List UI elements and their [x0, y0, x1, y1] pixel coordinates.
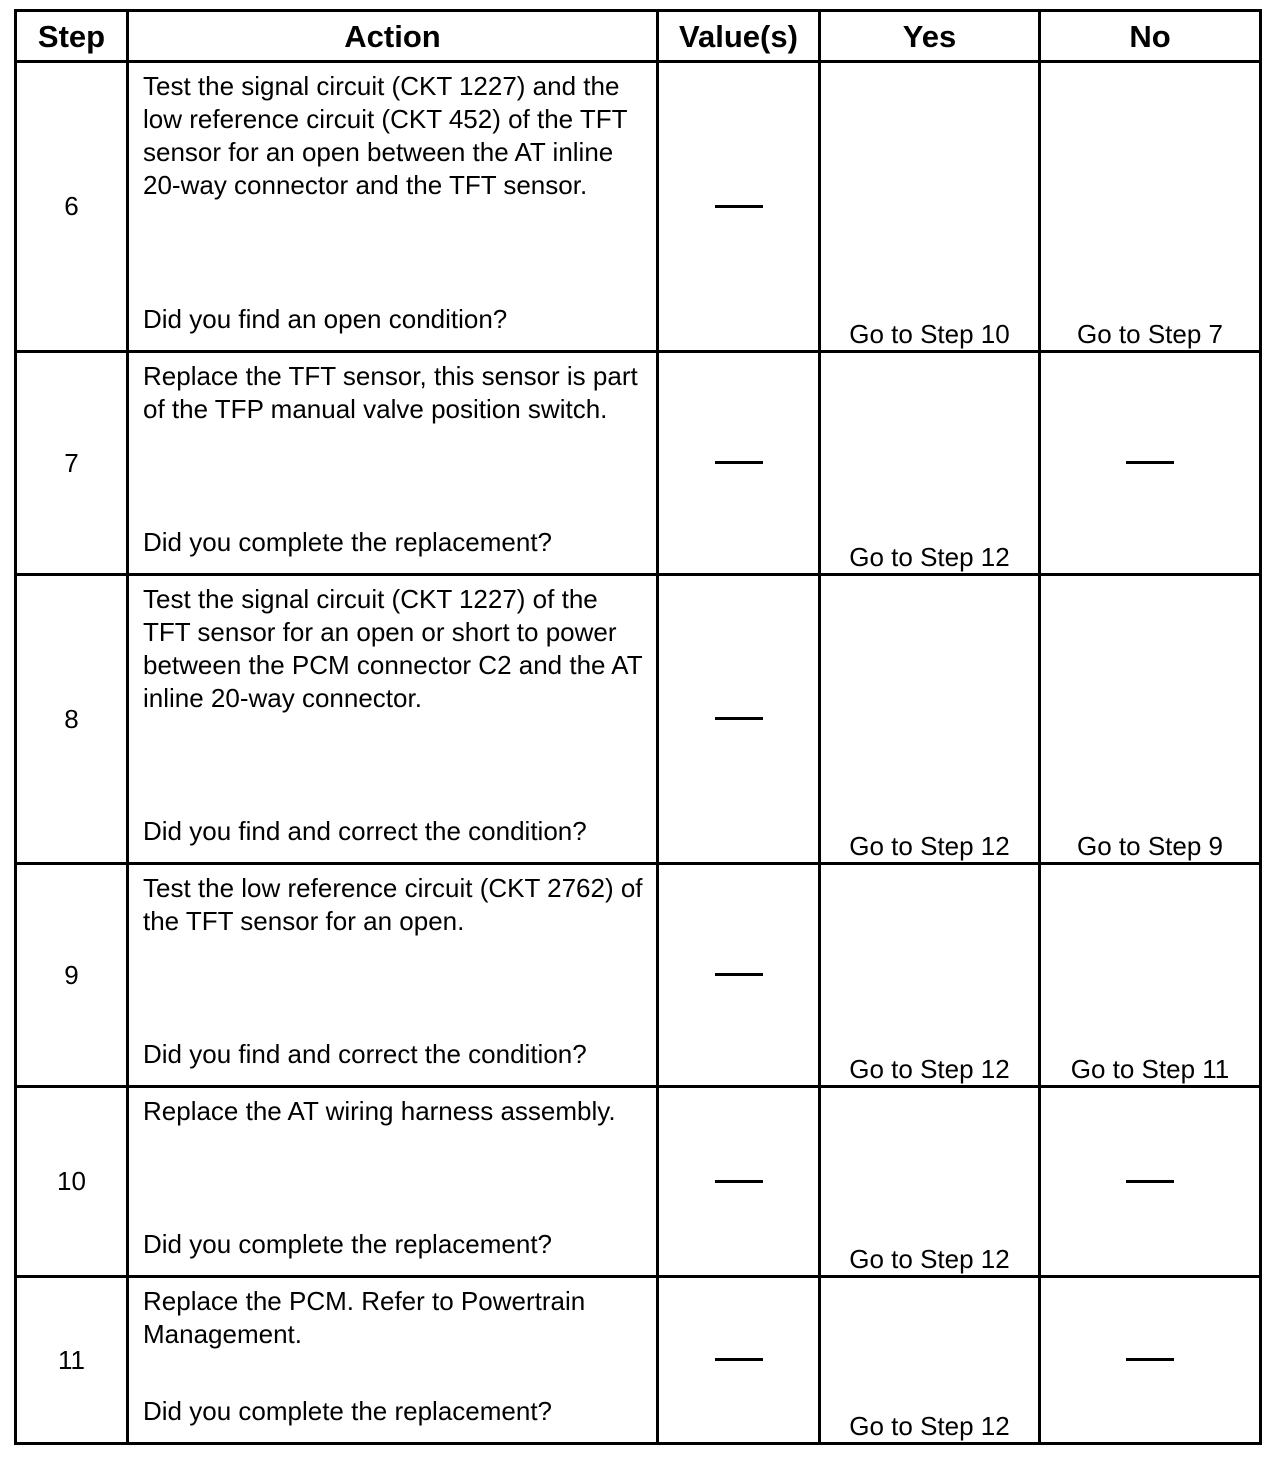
- empty-no-dash: [1126, 461, 1174, 464]
- action-text: Test the signal circuit (CKT 1227) of the TFT sensor for an open or short to power between the PCM connector C2 and the AT inline 20-way connector.: [143, 584, 643, 713]
- action-question: Did you find and correct the condition?: [143, 1039, 587, 1069]
- table-row: [16, 864, 1261, 1087]
- table-row: [16, 575, 1261, 864]
- no-result: Go to Step 11: [1040, 864, 1261, 1087]
- value-cell: [658, 352, 820, 575]
- value-cell: [658, 1277, 820, 1444]
- no-result: Go to Step 7: [1040, 62, 1261, 352]
- no-result: [1040, 352, 1261, 575]
- step-number: 10: [16, 1087, 128, 1277]
- step-number: 7: [16, 352, 128, 575]
- empty-value-dash: [715, 973, 763, 976]
- no-result: [1040, 1277, 1261, 1444]
- empty-value-dash: [715, 205, 763, 208]
- table-row: [16, 1087, 1261, 1277]
- action-text: Test the signal circuit (CKT 1227) and the low reference circuit (CKT 452) of the TFT sensor for an open between the AT inline 20-way connector and the TFT sensor.: [143, 71, 628, 200]
- header-yes: Yes: [820, 11, 1040, 62]
- action-text: Replace the PCM. Refer to Powertrain Management.: [143, 1286, 586, 1349]
- action-question: Did you complete the replacement?: [143, 1396, 553, 1426]
- action-question: Did you find an open condition?: [143, 304, 508, 334]
- value-cell: [658, 864, 820, 1087]
- step-number: 9: [16, 864, 128, 1087]
- action-cell: [128, 864, 658, 1087]
- action-question: Did you complete the replacement?: [143, 1229, 553, 1259]
- table-row: [16, 352, 1261, 575]
- diagnostic-table-container: [14, 9, 1262, 1445]
- action-cell: [128, 1277, 658, 1444]
- yes-result: Go to Step 12: [820, 1277, 1040, 1444]
- no-result: Go to Step 9: [1040, 575, 1261, 864]
- action-question: Did you complete the replacement?: [143, 527, 553, 557]
- table-row: [16, 1277, 1261, 1444]
- empty-value-dash: [715, 717, 763, 720]
- action-text: Replace the AT wiring harness assembly.: [143, 1096, 616, 1126]
- value-cell: [658, 575, 820, 864]
- empty-value-dash: [715, 1358, 763, 1361]
- no-result: [1040, 1087, 1261, 1277]
- yes-result: Go to Step 10: [820, 62, 1040, 352]
- action-cell: [128, 62, 658, 352]
- header-no: No: [1040, 11, 1261, 62]
- action-cell: [128, 1087, 658, 1277]
- yes-result: Go to Step 12: [820, 864, 1040, 1087]
- yes-result: Go to Step 12: [820, 1087, 1040, 1277]
- empty-value-dash: [715, 1180, 763, 1183]
- value-cell: [658, 1087, 820, 1277]
- step-number: 11: [16, 1277, 128, 1444]
- value-cell: [658, 62, 820, 352]
- yes-result: Go to Step 12: [820, 575, 1040, 864]
- header-step: Step: [16, 11, 128, 62]
- empty-no-dash: [1126, 1180, 1174, 1183]
- empty-value-dash: [715, 461, 763, 464]
- empty-no-dash: [1126, 1358, 1174, 1361]
- diagnostic-table: [14, 9, 1262, 1445]
- action-question: Did you find and correct the condition?: [143, 816, 587, 846]
- header-action: Action: [128, 11, 658, 62]
- step-number: 6: [16, 62, 128, 352]
- step-number: 8: [16, 575, 128, 864]
- action-text: Replace the TFT sensor, this sensor is part of the TFP manual valve position switch.: [143, 361, 638, 424]
- action-text: Test the low reference circuit (CKT 2762) of the TFT sensor for an open.: [143, 873, 643, 936]
- table-row: [16, 62, 1261, 352]
- header-row: [16, 11, 1261, 62]
- action-cell: [128, 352, 658, 575]
- action-cell: [128, 575, 658, 864]
- header-values: Value(s): [658, 11, 820, 62]
- yes-result: Go to Step 12: [820, 352, 1040, 575]
